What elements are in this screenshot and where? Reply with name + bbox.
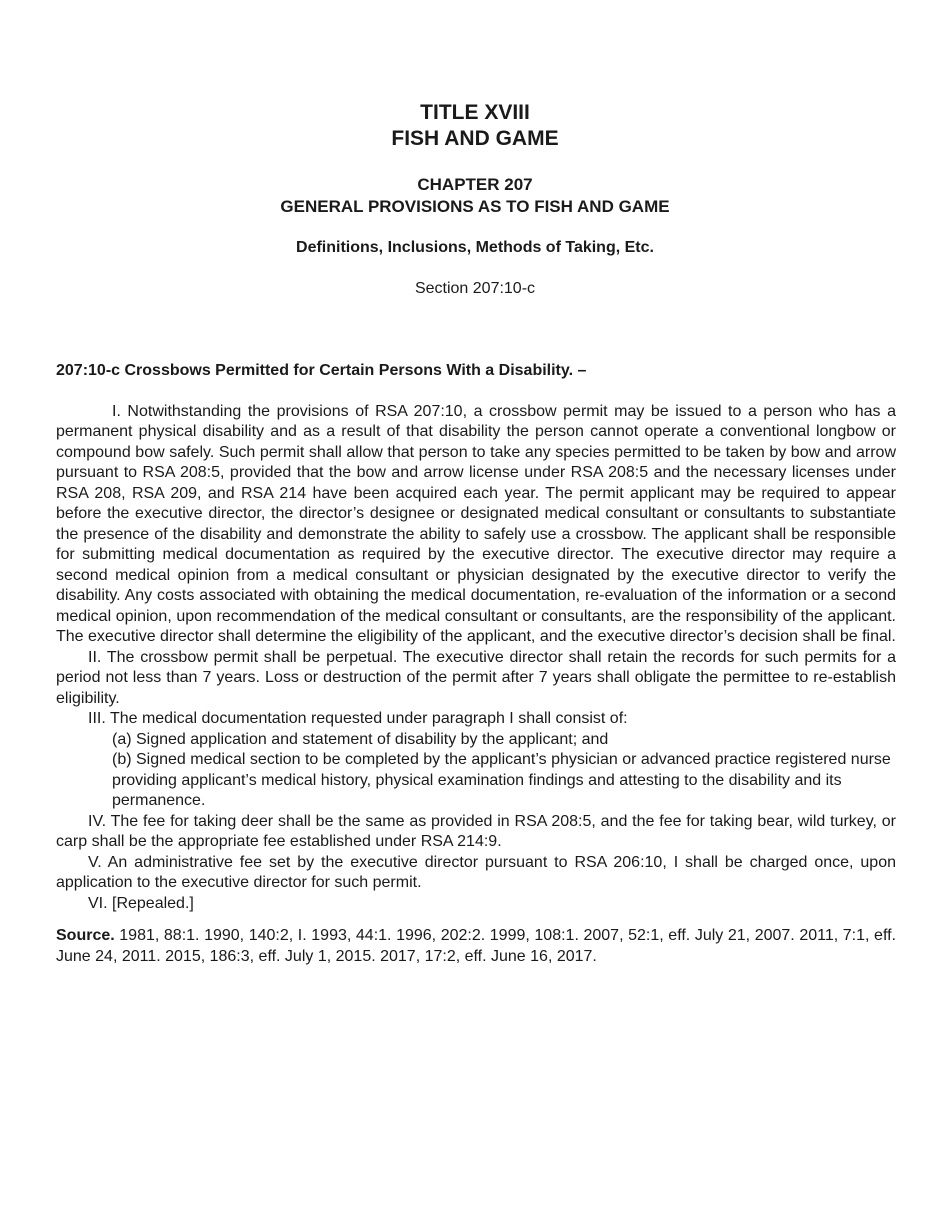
title-number: TITLE XVIII — [420, 101, 530, 124]
source-note — [56, 926, 896, 967]
title-block — [0, 100, 950, 152]
paragraph-IV: IV. The fee for taking deer shall be the same as provided in RSA 208:5, and the fee for taking bear, wild turkey, or carp shall be the appropriate fee established under RSA 214:9. — [56, 812, 896, 850]
chapter-name: GENERAL PROVISIONS AS TO FISH AND GAME — [280, 197, 670, 216]
paragraph-I: I. Notwithstanding the provisions of RSA 207:10, a crossbow permit may be issued to a person who has a permanent physical disability and as a result of that disability the person cannot operate a conventional longbow or compound bow safely. Such permit shall allow that person to take any species permitted to be taken by bow and arrow pursuant to RSA 208:5, provided that the bow and arrow license under RSA 208:5 and the necessary licenses under RSA 208, RSA 209, and RSA 214 have been acquired each year. The permit applicant may be required to appear before the executive director, the director’s designee or designated medical consultant or consultants to substantiate the presence of the disability and demonstrate the ability to safely use a crossbow. The applicant shall be responsible for submitting medical documentation as required by the executive director. The executive director may require a second medical opinion from a medical consultant or physician designated by the executive director to verify the disability. Any costs associated with obtaining the medical documentation, re-evaluation of the information or a second medical opinion, upon recommendation of the medical consultant or consultants, are the responsibility of the applicant. The executive director shall determine the eligibility of the applicant, and the executive director’s decision shall be final. — [56, 402, 896, 645]
section-body — [56, 361, 896, 967]
source-text: 1981, 88:1. 1990, 140:2, I. 1993, 44:1. 1996, 202:2. 1999, 108:1. 2007, 52:1, eff. July 21, 2007. 2011, 7:1, eff. June 24, 2011. 2015, 186:3, eff. July 1, 2015. 2017, 17:2, eff. June 16, 2017. — [56, 927, 896, 965]
paragraph-III-b: (b) Signed medical section to be completed by the applicant’s physician or advanced practice registered nurse providing applicant’s medical history, physical examination findings and attesting to the disability and its permanence. — [112, 751, 891, 809]
paragraph-VI: VI. [Repealed.] — [88, 894, 194, 912]
subject-heading: Definitions, Inclusions, Methods of Taking, Etc. — [296, 239, 654, 256]
source-label: Source. — [56, 927, 115, 944]
chapter-block — [0, 174, 950, 218]
paragraph-III-a: (a) Signed application and statement of disability by the applicant; and — [112, 730, 609, 748]
section-reference: Section 207:10-c — [414, 280, 536, 297]
chapter-number: CHAPTER 207 — [417, 175, 533, 194]
section-heading: 207:10-c Crossbows Permitted for Certain Persons With a Disability. – — [56, 362, 587, 379]
title-name: FISH AND GAME — [391, 127, 559, 150]
paragraph-III: III. The medical documentation requested under paragraph I shall consist of: — [88, 710, 628, 727]
paragraph-V: V. An administrative fee set by the executive director pursuant to RSA 206:10, I shall be charged once, upon application to the executive director for such permit. — [56, 853, 896, 891]
paragraph-II: II. The crossbow permit shall be perpetual. The executive director shall retain the records for such permits for a period not less than 7 years. Loss or destruction of the permit after 7 years shall obligate the permittee to re-establish eligibility. — [56, 648, 896, 707]
